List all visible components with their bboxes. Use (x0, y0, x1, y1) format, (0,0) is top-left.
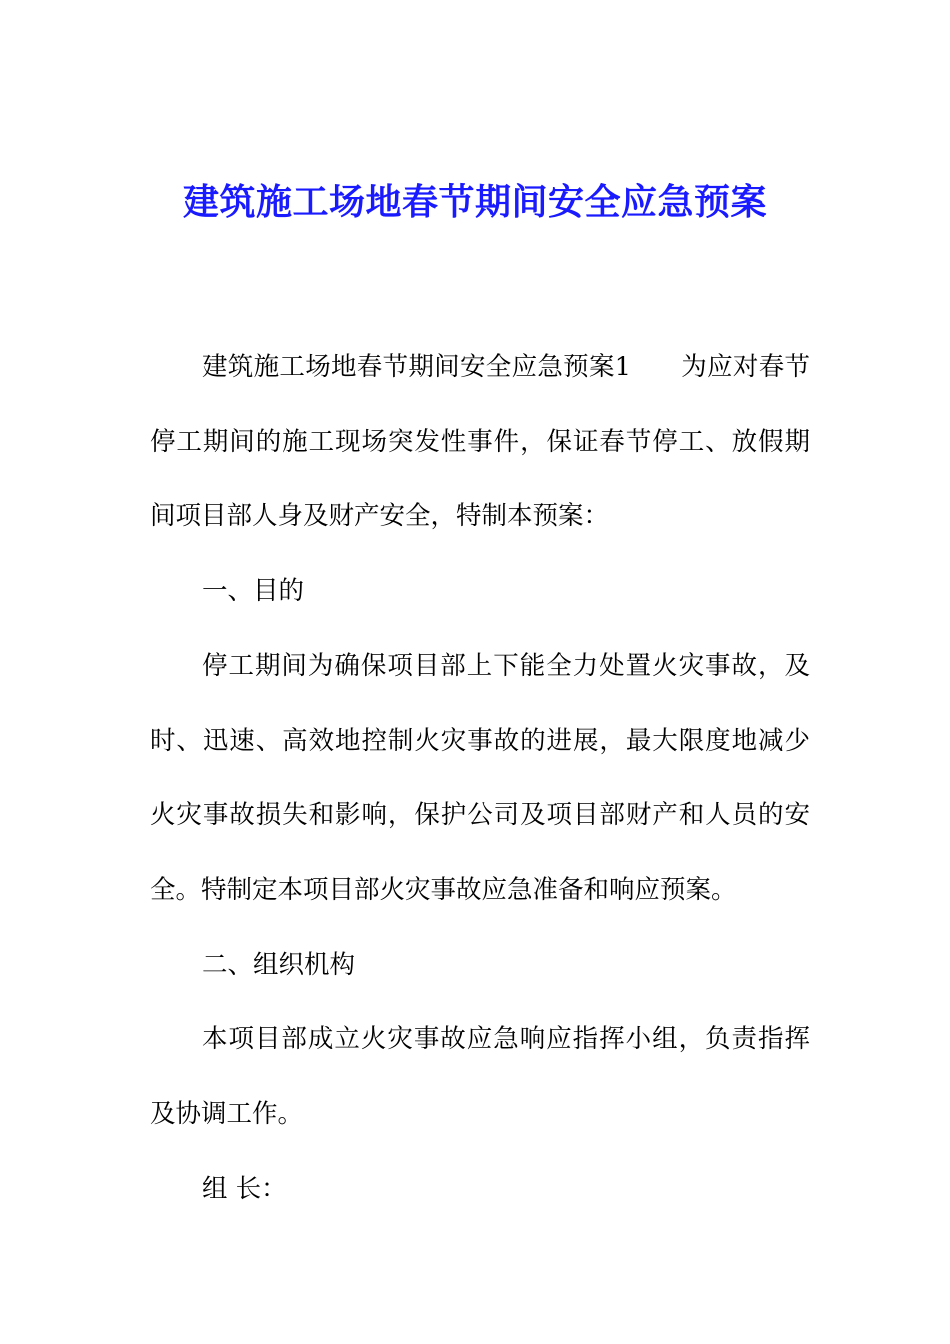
paragraph-intro (150, 330, 810, 554)
document-title: 建筑施工场地春节期间安全应急预案 (182, 182, 767, 223)
paragraph-text: 为应对春节停工期间的施工现场突发性事件，保证春节停工、放假期间项目部人身及财产安全，特制本预案： (150, 352, 810, 532)
paragraph-team-leader: 组 长： (202, 1173, 287, 1204)
document-body (150, 330, 810, 1226)
heading-organization: 二、组织机构 (202, 949, 356, 980)
heading-purpose: 一、目的 (202, 576, 305, 607)
paragraph-organization: 本项目部成立火灾事故应急响应指挥小组，负责指挥及协调工作。 (150, 1024, 810, 1130)
paragraph-purpose: 停工期间为确保项目部上下能全力处置火灾事故，及时、迅速、高效地控制火灾事故的进展，最大限度地减少火灾事故损失和影响，保护公司及项目部财产和人员的安全。特制定本项目部火灾事故应急准备和响应预案。 (150, 650, 810, 905)
paragraph-lead: 建筑施工场地春节期间安全应急预案1 (202, 352, 631, 382)
